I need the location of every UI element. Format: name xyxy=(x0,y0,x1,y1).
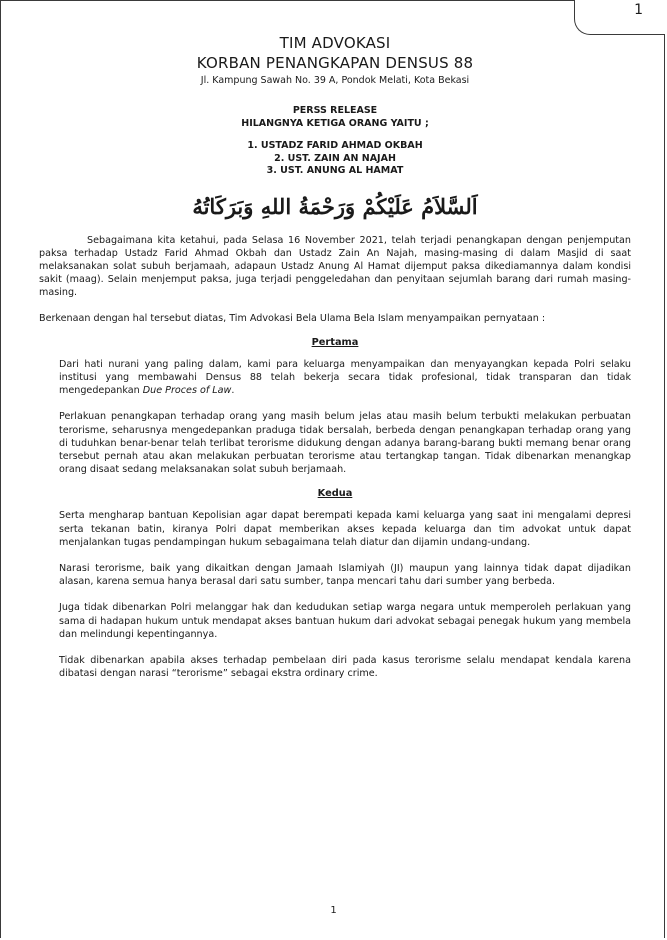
section-title-pertama: Pertama xyxy=(311,336,359,348)
names-list xyxy=(39,140,631,178)
page-number: 1 xyxy=(330,905,337,916)
header-address: Jl. Kampung Sawah No. 39 A, Pondok Melati, Kota Bekasi xyxy=(200,75,470,86)
kedua-paragraph-4: Tidak dibenarkan apabila akses terhadap pembelaan diri pada kasus terorisme selalu mendapat kendala karena dibatasi dengan narasi “terorisme” sebagai ekstra ordinary crime. xyxy=(59,654,631,680)
pertama-paragraph-1 xyxy=(59,358,631,398)
arabic-greeting: اَلسَّلاَمُ عَلَيْكُمْ وَرَحْمَةُ اللهِ وَبَرَكَاتُهُ xyxy=(192,193,478,219)
section-title-kedua: Kedua xyxy=(317,488,353,500)
header-title-1: TIM ADVOKASI xyxy=(279,34,391,52)
list-item: 3. UST. ANUNG AL HAMAT xyxy=(266,165,404,176)
release-subtitle: HILANGNYA KETIGA ORANG YAITU ; xyxy=(241,117,429,129)
list-item: 1. USTADZ FARID AHMAD OKBAH xyxy=(247,140,423,151)
statement-intro: Berkenaan dengan hal tersebut diatas, Tim Advokasi Bela Ulama Bela Islam menyampaikan pernyataan : xyxy=(39,312,546,324)
list-item: 2. UST. ZAIN AN NAJAH xyxy=(274,152,396,164)
release-title: PERSS RELEASE xyxy=(292,105,378,116)
pertama-p1-italic: Due Proces of Law xyxy=(142,385,232,397)
document-content xyxy=(39,31,631,680)
pertama-p1-text: Dari hati nurani yang paling dalam, kami para keluarga menyampaikan dan menyayangkan kepada Polri selaku institusi yang membawahi Densus 88 telah bekerja secara tidak profesional, tidak transparan dan tidak mengedepankan xyxy=(59,358,631,397)
page-tab-label: 1 xyxy=(634,2,643,18)
pertama-paragraph-2: Perlakuan penangkapan terhadap orang yang masih belum jelas atau masih belum terbukti melakukan perbuatan terorisme, seharusnya mengedepankan praduga tidak bersalah, berbeda dengan penangkapan terhadap orang yang di tuduhkan benar-benar telah terlibat terorisme didukung dengan adanya barang-barang bukti memang benar orang tersebut pernah atau akan melakukan perbuatan terorisme atau tertangkap tangan. Tidak dibenarkan menangkap orang disaat sedang melaksanakan solat subuh berjamaah. xyxy=(59,411,631,476)
intro-paragraph: Sebagaimana kita ketahui, pada Selasa 16 November 2021, telah terjadi penangkapan dengan penjemputan paksa terhadap Ustadz Farid Ahmad Okbah dan Ustadz Zain An Najah, masing-masing di dalam Masjid di saat melaksanakan solat subuh berjamaah, adapaun Ustadz Anung Al Hamat dijemput paksa dikediamannya dalam kondisi sakit (maag). Selain menjemput paksa, juga terjadi penggeledahan dan penyitaan sejumlah barang dari rumah masing-masing. xyxy=(39,234,631,299)
kedua-paragraph-1: Serta mengharap bantuan Kepolisian agar dapat berempati kepada kami keluarga yang saat ini mengalami depresi serta tekanan batin, kiranya Polri dapat memberikan akses kepada keluarga dan tim advokat untuk dapat menjalankan tugas pendampingan hukum sebagaimana telah diatur dan dijamin undang-undang. xyxy=(59,510,631,548)
kedua-paragraph-3: Juga tidak dibenarkan Polri melanggar hak dan kedudukan setiap warga negara untuk memperoleh perlakuan yang sama di hadapan hukum untuk mendapat akses bantuan hukum dari advokat sebagai penegak hukum yang membela dan melindungi kepentingannya. xyxy=(59,602,631,640)
kedua-paragraph-2: Narasi terorisme, baik yang dikaitkan dengan Jamaah Islamiyah (JI) maupun yang lainnya tidak dapat dijadikan alasan, karena semua hanya berasal dari satu sumber, tanpa mencari tahu dari sumber yang berbeda. xyxy=(59,562,631,588)
page-tab xyxy=(574,0,665,35)
pertama-p1-end: . xyxy=(231,385,235,397)
header-title-2: KORBAN PENANGKAPAN DENSUS 88 xyxy=(196,54,474,72)
